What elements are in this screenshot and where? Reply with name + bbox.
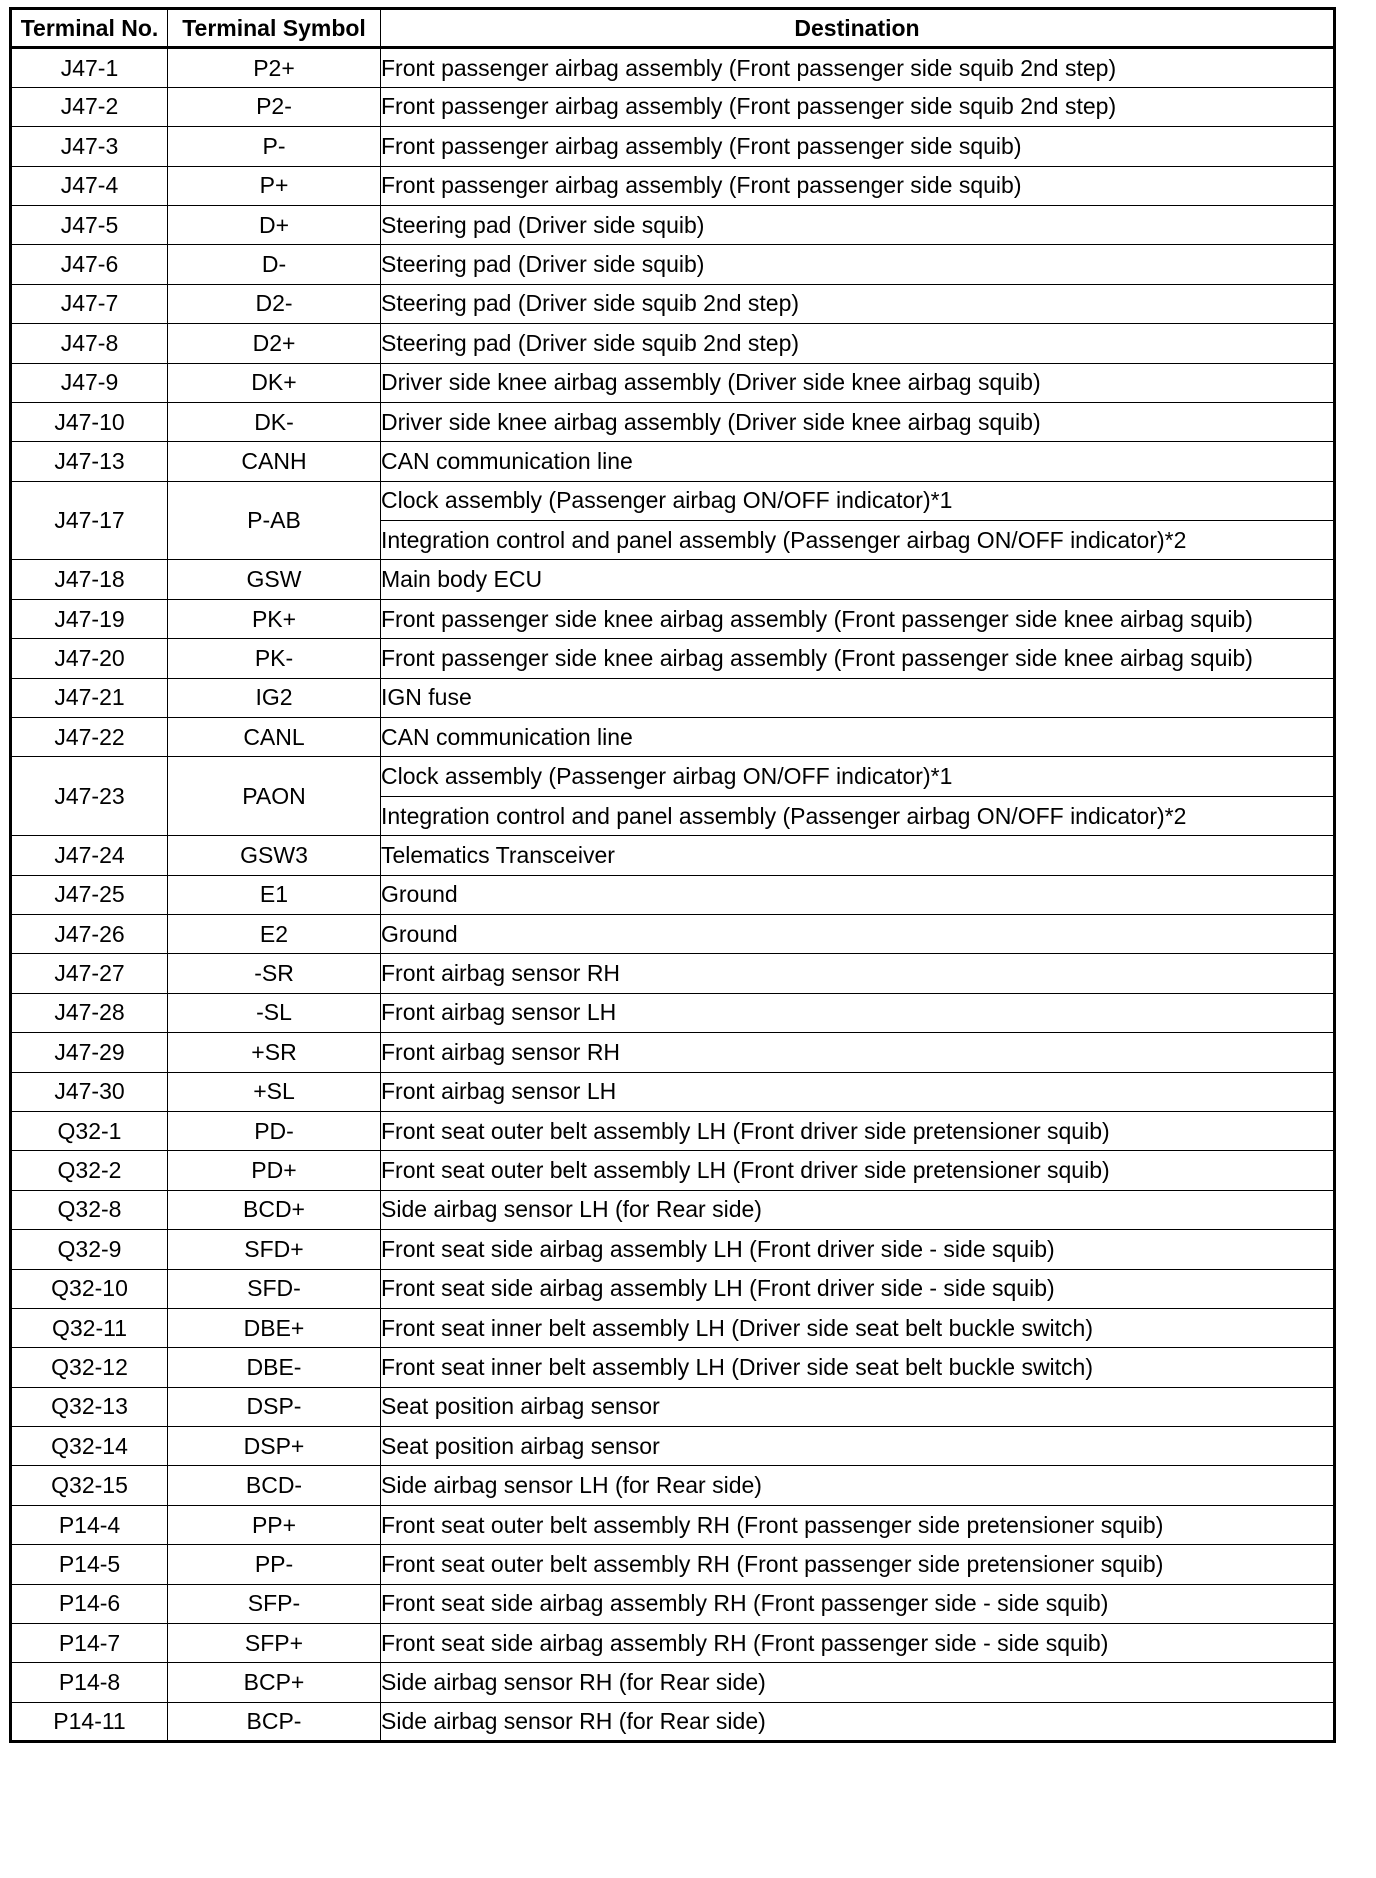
destination-cell: Seat position airbag sensor xyxy=(381,1387,1335,1426)
terminal-symbol-cell: CANL xyxy=(168,718,381,757)
table-row xyxy=(11,1624,1335,1663)
terminal-symbol-cell: P-AB xyxy=(168,481,381,560)
table-row xyxy=(11,560,1335,599)
terminal-symbol-cell: P+ xyxy=(168,166,381,205)
table-row xyxy=(11,993,1335,1032)
terminal-no-cell: Q32-14 xyxy=(11,1427,168,1466)
terminal-no-cell: Q32-13 xyxy=(11,1387,168,1426)
destination-cell: Front airbag sensor LH xyxy=(381,993,1335,1032)
destination-cell: Front passenger airbag assembly (Front passenger side squib 2nd step) xyxy=(381,87,1335,126)
table-row xyxy=(11,1545,1335,1584)
terminal-no-cell: J47-20 xyxy=(11,639,168,678)
destination-cell: Front airbag sensor RH xyxy=(381,1033,1335,1072)
terminal-no-cell: Q32-2 xyxy=(11,1151,168,1190)
table-row xyxy=(11,1151,1335,1190)
terminal-symbol-cell: BCD+ xyxy=(168,1190,381,1229)
table-row xyxy=(11,1466,1335,1505)
table-row xyxy=(11,1072,1335,1111)
terminal-no-cell: Q32-12 xyxy=(11,1348,168,1387)
table-row xyxy=(11,481,1335,520)
terminal-symbol-cell: BCD- xyxy=(168,1466,381,1505)
table-header xyxy=(11,9,1335,48)
destination-cell: Front seat side airbag assembly RH (Front passenger side - side squib) xyxy=(381,1624,1335,1663)
terminal-symbol-cell: D- xyxy=(168,245,381,284)
terminal-no-cell: J47-19 xyxy=(11,599,168,638)
terminal-symbol-cell: BCP+ xyxy=(168,1663,381,1702)
table-row xyxy=(11,1387,1335,1426)
terminal-symbol-cell: P2- xyxy=(168,87,381,126)
terminal-symbol-cell: D2- xyxy=(168,284,381,323)
destination-cell: Integration control and panel assembly (Passenger airbag ON/OFF indicator)*2 xyxy=(381,521,1335,560)
table-row xyxy=(11,1505,1335,1544)
terminal-symbol-cell: E1 xyxy=(168,875,381,914)
terminal-symbol-cell: SFP- xyxy=(168,1584,381,1623)
destination-cell: IGN fuse xyxy=(381,678,1335,717)
table-row xyxy=(11,402,1335,441)
terminal-no-cell: J47-22 xyxy=(11,718,168,757)
destination-cell: Steering pad (Driver side squib 2nd step) xyxy=(381,324,1335,363)
destination-cell: Front passenger airbag assembly (Front passenger side squib) xyxy=(381,127,1335,166)
terminal-no-cell: P14-7 xyxy=(11,1624,168,1663)
terminal-symbol-cell: SFD+ xyxy=(168,1230,381,1269)
terminal-symbol-cell: +SL xyxy=(168,1072,381,1111)
terminal-symbol-cell: -SL xyxy=(168,993,381,1032)
terminal-no-cell: J47-29 xyxy=(11,1033,168,1072)
table-row xyxy=(11,1111,1335,1150)
table-row xyxy=(11,1190,1335,1229)
table-row xyxy=(11,875,1335,914)
terminal-symbol-cell: -SR xyxy=(168,954,381,993)
terminal-no-cell: P14-5 xyxy=(11,1545,168,1584)
table-row xyxy=(11,205,1335,244)
terminal-symbol-cell: +SR xyxy=(168,1033,381,1072)
destination-cell: Driver side knee airbag assembly (Driver side knee airbag squib) xyxy=(381,363,1335,402)
terminal-no-cell: Q32-15 xyxy=(11,1466,168,1505)
terminal-symbol-cell: GSW3 xyxy=(168,836,381,875)
terminal-no-cell: J47-27 xyxy=(11,954,168,993)
terminal-no-cell: J47-28 xyxy=(11,993,168,1032)
header-destination: Destination xyxy=(381,9,1335,48)
destination-cell: Side airbag sensor RH (for Rear side) xyxy=(381,1663,1335,1702)
table-row xyxy=(11,1308,1335,1347)
destination-cell: Clock assembly (Passenger airbag ON/OFF indicator)*1 xyxy=(381,481,1335,520)
destination-cell: Front passenger side knee airbag assembly (Front passenger side knee airbag squib) xyxy=(381,639,1335,678)
terminal-no-cell: J47-18 xyxy=(11,560,168,599)
terminal-no-cell: J47-2 xyxy=(11,87,168,126)
table-row xyxy=(11,1230,1335,1269)
table-row xyxy=(11,757,1335,796)
terminal-no-cell: J47-4 xyxy=(11,166,168,205)
terminal-symbol-cell: DSP+ xyxy=(168,1427,381,1466)
terminal-no-cell: J47-30 xyxy=(11,1072,168,1111)
terminal-no-cell: Q32-11 xyxy=(11,1308,168,1347)
destination-cell: Steering pad (Driver side squib 2nd step) xyxy=(381,284,1335,323)
terminal-no-cell: Q32-10 xyxy=(11,1269,168,1308)
table-row xyxy=(11,954,1335,993)
destination-cell: Integration control and panel assembly (Passenger airbag ON/OFF indicator)*2 xyxy=(381,796,1335,835)
terminal-symbol-cell: D2+ xyxy=(168,324,381,363)
table-row xyxy=(11,324,1335,363)
header-terminal-symbol: Terminal Symbol xyxy=(168,9,381,48)
terminal-symbol-cell: DSP- xyxy=(168,1387,381,1426)
terminal-symbol-cell: IG2 xyxy=(168,678,381,717)
terminal-symbol-cell: PK+ xyxy=(168,599,381,638)
terminal-no-cell: J47-10 xyxy=(11,402,168,441)
table-row xyxy=(11,127,1335,166)
destination-cell: CAN communication line xyxy=(381,718,1335,757)
terminal-symbol-cell: D+ xyxy=(168,205,381,244)
table-row xyxy=(11,836,1335,875)
terminal-no-cell: J47-3 xyxy=(11,127,168,166)
table-row xyxy=(11,914,1335,953)
terminal-symbol-cell: PD+ xyxy=(168,1151,381,1190)
terminal-symbol-cell: P2+ xyxy=(168,48,381,87)
terminal-no-cell: J47-26 xyxy=(11,914,168,953)
header-row xyxy=(11,9,1335,48)
terminal-symbol-cell: DK+ xyxy=(168,363,381,402)
destination-cell: Front seat inner belt assembly LH (Driver side seat belt buckle switch) xyxy=(381,1348,1335,1387)
table-row xyxy=(11,48,1335,87)
destination-cell: Front seat outer belt assembly RH (Front passenger side pretensioner squib) xyxy=(381,1505,1335,1544)
destination-cell: Main body ECU xyxy=(381,560,1335,599)
table-row xyxy=(11,1702,1335,1741)
table-row xyxy=(11,363,1335,402)
header-terminal-no: Terminal No. xyxy=(11,9,168,48)
destination-cell: Side airbag sensor LH (for Rear side) xyxy=(381,1466,1335,1505)
table-row xyxy=(11,1584,1335,1623)
table-row xyxy=(11,1269,1335,1308)
terminal-no-cell: J47-25 xyxy=(11,875,168,914)
table-body xyxy=(11,48,1335,1742)
terminal-symbol-cell: P- xyxy=(168,127,381,166)
terminal-symbol-cell: SFP+ xyxy=(168,1624,381,1663)
terminal-symbol-cell: CANH xyxy=(168,442,381,481)
terminal-no-cell: J47-17 xyxy=(11,481,168,560)
destination-cell: Front seat outer belt assembly LH (Front driver side pretensioner squib) xyxy=(381,1111,1335,1150)
table-row xyxy=(11,599,1335,638)
terminal-no-cell: J47-5 xyxy=(11,205,168,244)
destination-cell: Seat position airbag sensor xyxy=(381,1427,1335,1466)
destination-cell: Front seat side airbag assembly LH (Front driver side - side squib) xyxy=(381,1230,1335,1269)
terminal-symbol-cell: PAON xyxy=(168,757,381,836)
terminal-no-cell: P14-11 xyxy=(11,1702,168,1741)
terminal-no-cell: J47-24 xyxy=(11,836,168,875)
terminal-no-cell: J47-9 xyxy=(11,363,168,402)
terminal-symbol-cell: DK- xyxy=(168,402,381,441)
table-row xyxy=(11,639,1335,678)
terminal-no-cell: P14-8 xyxy=(11,1663,168,1702)
destination-cell: Front seat outer belt assembly RH (Front passenger side pretensioner squib) xyxy=(381,1545,1335,1584)
table-row xyxy=(11,284,1335,323)
terminal-no-cell: J47-7 xyxy=(11,284,168,323)
destination-cell: Telematics Transceiver xyxy=(381,836,1335,875)
destination-cell: Side airbag sensor LH (for Rear side) xyxy=(381,1190,1335,1229)
terminal-symbol-cell: E2 xyxy=(168,914,381,953)
terminal-symbol-cell: PK- xyxy=(168,639,381,678)
terminal-no-cell: Q32-1 xyxy=(11,1111,168,1150)
terminal-no-cell: P14-6 xyxy=(11,1584,168,1623)
destination-cell: Clock assembly (Passenger airbag ON/OFF indicator)*1 xyxy=(381,757,1335,796)
table-row xyxy=(11,1033,1335,1072)
terminal-no-cell: Q32-8 xyxy=(11,1190,168,1229)
destination-cell: Ground xyxy=(381,875,1335,914)
terminal-symbol-cell: PP+ xyxy=(168,1505,381,1544)
terminal-no-cell: P14-4 xyxy=(11,1505,168,1544)
terminal-no-cell: J47-13 xyxy=(11,442,168,481)
terminal-no-cell: J47-23 xyxy=(11,757,168,836)
terminal-symbol-cell: PD- xyxy=(168,1111,381,1150)
terminal-no-cell: J47-8 xyxy=(11,324,168,363)
table-row xyxy=(11,442,1335,481)
terminal-symbol-cell: SFD- xyxy=(168,1269,381,1308)
terminal-no-cell: Q32-9 xyxy=(11,1230,168,1269)
destination-cell: Driver side knee airbag assembly (Driver side knee airbag squib) xyxy=(381,402,1335,441)
terminal-no-cell: J47-21 xyxy=(11,678,168,717)
terminal-symbol-cell: DBE+ xyxy=(168,1308,381,1347)
terminal-no-cell: J47-1 xyxy=(11,48,168,87)
destination-cell: Front seat side airbag assembly LH (Front driver side - side squib) xyxy=(381,1269,1335,1308)
destination-cell: Front seat side airbag assembly RH (Front passenger side - side squib) xyxy=(381,1584,1335,1623)
terminal-table xyxy=(9,7,1336,1743)
terminal-no-cell: J47-6 xyxy=(11,245,168,284)
destination-cell: Ground xyxy=(381,914,1335,953)
table-row xyxy=(11,166,1335,205)
terminal-symbol-cell: GSW xyxy=(168,560,381,599)
table-row xyxy=(11,1663,1335,1702)
destination-cell: Front seat outer belt assembly LH (Front driver side pretensioner squib) xyxy=(381,1151,1335,1190)
destination-cell: Front airbag sensor LH xyxy=(381,1072,1335,1111)
table-row xyxy=(11,1348,1335,1387)
destination-cell: Front airbag sensor RH xyxy=(381,954,1335,993)
destination-cell: Front passenger side knee airbag assembly (Front passenger side knee airbag squib) xyxy=(381,599,1335,638)
destination-cell: Side airbag sensor RH (for Rear side) xyxy=(381,1702,1335,1741)
table-row xyxy=(11,87,1335,126)
terminal-symbol-cell: BCP- xyxy=(168,1702,381,1741)
table-row xyxy=(11,1427,1335,1466)
destination-cell: Steering pad (Driver side squib) xyxy=(381,205,1335,244)
terminal-symbol-cell: DBE- xyxy=(168,1348,381,1387)
table-row xyxy=(11,678,1335,717)
destination-cell: Front seat inner belt assembly LH (Driver side seat belt buckle switch) xyxy=(381,1308,1335,1347)
destination-cell: Front passenger airbag assembly (Front passenger side squib) xyxy=(381,166,1335,205)
destination-cell: Steering pad (Driver side squib) xyxy=(381,245,1335,284)
destination-cell: CAN communication line xyxy=(381,442,1335,481)
destination-cell: Front passenger airbag assembly (Front passenger side squib 2nd step) xyxy=(381,48,1335,87)
table-row xyxy=(11,245,1335,284)
table-row xyxy=(11,718,1335,757)
terminal-symbol-cell: PP- xyxy=(168,1545,381,1584)
